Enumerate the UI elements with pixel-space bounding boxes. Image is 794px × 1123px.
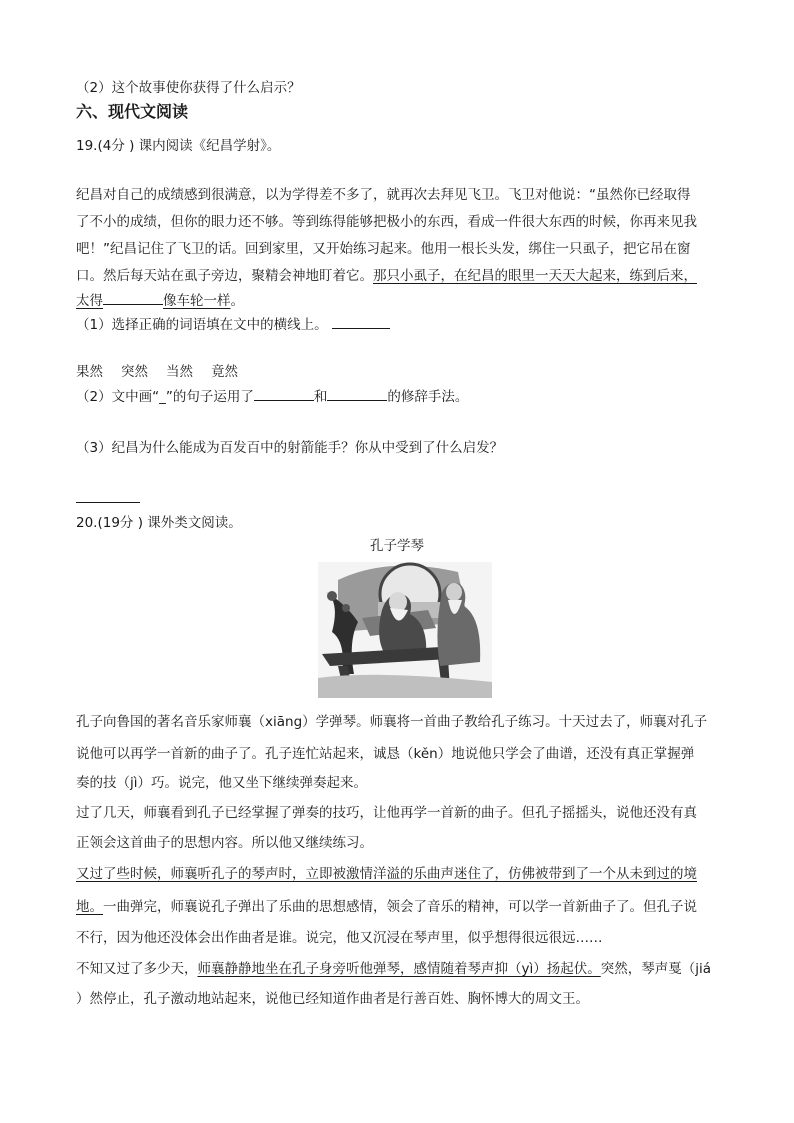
q19-subquestion-2 <box>76 385 468 408</box>
q19-sub1-answer-blank[interactable] <box>332 313 390 329</box>
q20-passage-text: 一曲弹完，师襄说孔子弹出了乐曲的思想感情，领会了音乐的精神，可以学一首新曲子了。但孔子说 <box>103 899 697 915</box>
q19-passage-line-3: 吧！”纪昌记住了飞卫的话。回到家里，又开始练习起来。他用一根长头发，绑住一只虱子，把它吊在窗 <box>76 241 691 257</box>
q19-option: 竟然 <box>211 364 238 380</box>
q20-passage-line-5: 正领会这首曲子的思想内容。所以他又继续练习。 <box>76 835 373 851</box>
q19-option: 当然 <box>166 364 193 380</box>
q18-subquestion-2: （2）这个故事使你获得了什么启示？ <box>76 80 301 96</box>
q19-passage-line-5 <box>76 289 244 312</box>
q19-option: 突然 <box>121 364 148 380</box>
q19-passage-line-2: 了不小的成绩，但你的眼力还不够。等到练得能够把极小的东西，看成一件很大东西的时候，你再来见我 <box>76 214 697 230</box>
q19-subquestion-3: （3）纪昌为什么能成为百发百中的射箭能手？你从中受到了什么启发？ <box>76 440 504 456</box>
q20-passage-line-9 <box>76 958 711 980</box>
q19-sub2-text-a: （2）文中画“_”的句子运用了 <box>76 389 254 405</box>
q20-passage-line-8: 不行，因为他还没体会出作曲者是谁。说完，他又沉浸在琴声里，似乎想得很远很远…… <box>76 930 603 946</box>
q19-sub2-blank-2[interactable] <box>327 385 387 401</box>
section-title-reading: 六、现代文阅读 <box>76 102 189 121</box>
q19-fill-blank[interactable] <box>103 289 163 305</box>
q19-options <box>76 361 238 383</box>
q20-passage-text-a: 不知又过了多少天， <box>76 961 198 977</box>
q19-sub2-text-b: 和 <box>313 389 328 405</box>
q20-passage-text-b: 突然，琴声戛（jiá <box>600 961 712 977</box>
q19-option: 果然 <box>76 364 103 380</box>
confucius-illustration <box>318 562 492 698</box>
q20-underlined-sentence-1: 又过了些时候，师襄听孔子的琴声时，立即被激情洋溢的乐曲声迷住了，仿佛被带到了一个从未到过的境 <box>76 866 697 882</box>
q20-passage-line-1: 孔子向鲁国的著名音乐家师襄（xiāng）学弹琴。师襄将一首曲子教给孔子练习。十天过去了，师襄对孔子 <box>76 714 708 730</box>
q20-passage-line-4: 过了几天，师襄看到孔子已经掌握了弹奏的技巧，让他再学一首新的曲子。但孔子摇摇头，说他还没有真 <box>76 805 697 821</box>
q19-answer-line[interactable] <box>76 502 140 503</box>
q19-header: 19.(4分 ) 课内阅读《纪昌学射》。 <box>76 138 281 154</box>
q20-underlined-sentence-1-end: 地。 <box>76 899 103 915</box>
q19-sub1-text: （1）选择正确的词语填在文中的横线上。 <box>76 317 328 333</box>
q19-underlined-sentence-end-a: 太得 <box>76 293 103 309</box>
q19-underlined-sentence-end-b: 像车轮一样 <box>163 293 231 309</box>
q19-period: 。 <box>230 293 244 309</box>
q19-passage-text: 口。然后每天站在虱子旁边，聚精会神地盯着它。 <box>76 268 373 284</box>
q19-underlined-sentence: 那只小虱子，在纪昌的眼里一天天大起来，练到后来， <box>373 268 697 284</box>
q20-passage-line-10: ）然停止，孔子激动地站起来，说他已经知道作曲者是行善百姓、胸怀博大的周文王。 <box>76 991 589 1007</box>
q19-sub2-blank-1[interactable] <box>254 385 314 401</box>
q20-passage-line-3: 奏的技（jì）巧。说完，他又坐下继续弹奏起来。 <box>76 775 368 791</box>
q20-passage-line-2: 说他可以再学一首新的曲子了。孔子连忙站起来，诚恳（kěn）地说他只学会了曲谱，还没有真正掌握弹 <box>76 746 695 762</box>
q19-passage-line-4 <box>76 265 697 287</box>
q20-underlined-sentence-2: 师襄静静地坐在孔子身旁听他弹琴，感情随着琴声抑（yì）扬起伏。 <box>197 961 601 977</box>
q20-passage-line-7 <box>76 896 697 918</box>
q19-sub2-text-c: 的修辞手法。 <box>387 389 469 405</box>
q20-header: 20.(19分 ) 课外类文阅读。 <box>76 515 242 531</box>
q19-passage-line-1: 纪昌对自己的成绩感到很满意，以为学得差不多了，就再次去拜见飞卫。飞卫对他说：“虽然你已经取得 <box>76 187 691 203</box>
q19-subquestion-1 <box>76 313 390 336</box>
passage-title: 孔子学琴 <box>370 538 424 554</box>
